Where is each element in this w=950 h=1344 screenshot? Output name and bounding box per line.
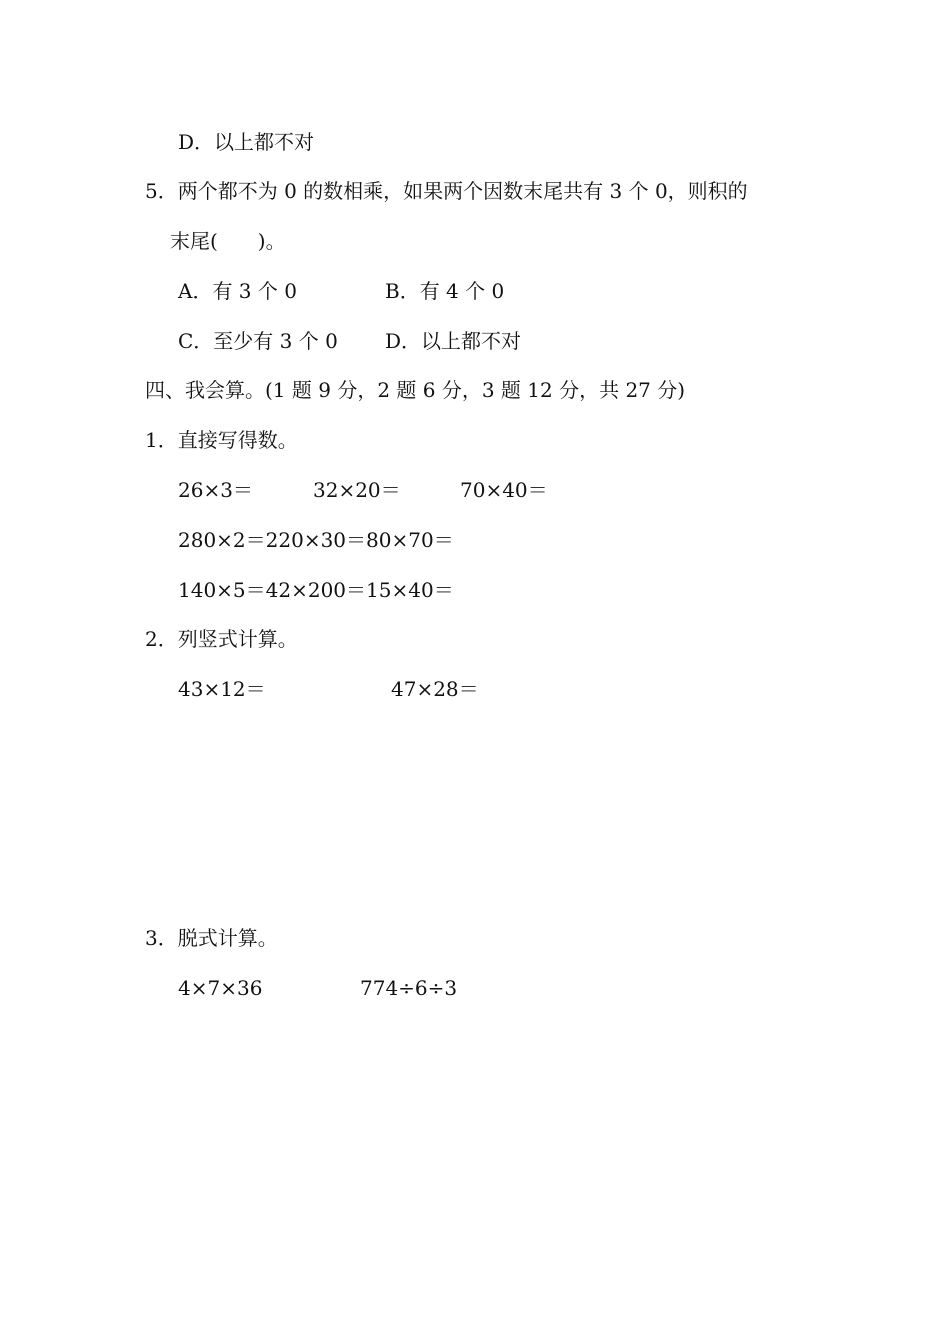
q2-title: 2．列竖式计算。: [145, 627, 298, 651]
q5-option-a: A．有 3 个 0: [178, 279, 297, 303]
q5-stem-line1: 5．两个都不为 0 的数相乘，如果两个因数末尾共有 3 个 0，则积的: [145, 179, 748, 203]
q1-row1-item: 32×20＝: [313, 478, 401, 502]
q2-item: 47×28＝: [391, 677, 479, 701]
q3-item: 774÷6÷3: [360, 976, 458, 1000]
q5-stem-line2: 末尾( )。: [170, 229, 286, 253]
q5-option-c: C．至少有 3 个 0: [178, 329, 338, 353]
q3-item: 4×7×36: [178, 976, 263, 1000]
q2-item: 43×12＝: [178, 677, 266, 701]
q1-row1-item: 70×40＝: [460, 478, 548, 502]
q1-row3: 140×5＝42×200＝15×40＝: [178, 578, 454, 602]
q5-option-d: D．以上都不对: [385, 329, 522, 353]
q4-option-d: D．以上都不对: [178, 130, 315, 154]
q1-row1-item: 26×3＝: [178, 478, 253, 502]
q3-title: 3．脱式计算。: [145, 926, 278, 950]
section4-heading: 四、我会算。(1 题 9 分，2 题 6 分，3 题 12 分，共 27 分): [145, 378, 686, 402]
q5-option-b: B．有 4 个 0: [385, 279, 505, 303]
q1-title: 1．直接写得数。: [145, 428, 298, 452]
q1-row2: 280×2＝220×30＝80×70＝: [178, 528, 454, 552]
